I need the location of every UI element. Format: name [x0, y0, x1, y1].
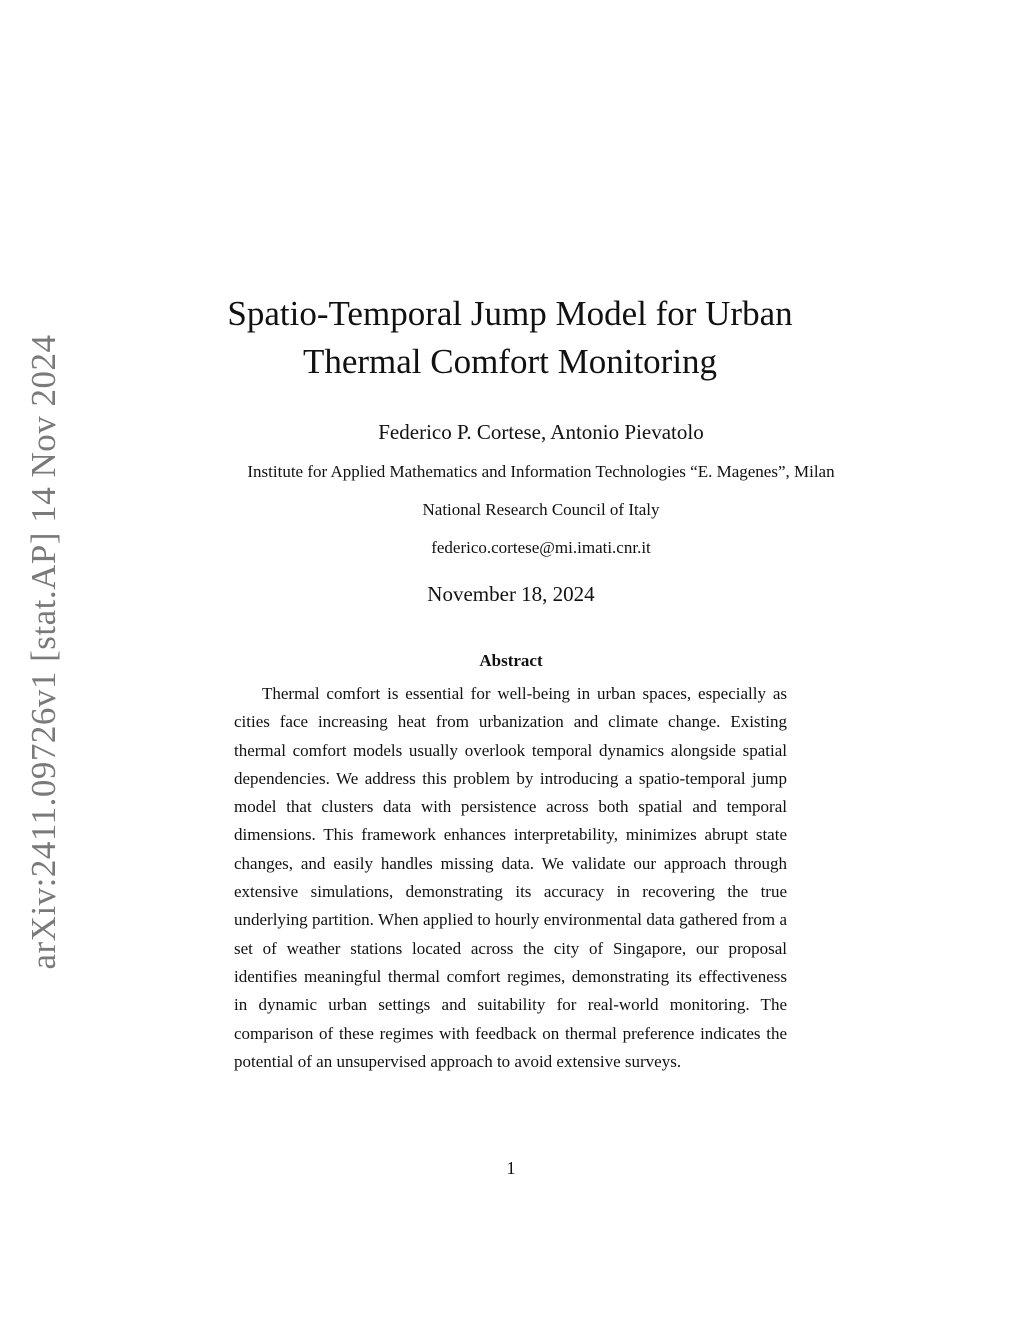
paper-title-line-1: Spatio-Temporal Jump Model for Urban: [227, 294, 793, 333]
page-number: 1: [506, 1158, 516, 1178]
institution-affiliation: Institute for Applied Mathematics and Information Technologies “E. Magenes”, Milan: [247, 462, 835, 481]
abstract-heading: Abstract: [479, 651, 543, 670]
publication-date: November 18, 2024: [427, 582, 595, 606]
author-email: federico.cortese@mi.imati.cnr.it: [431, 538, 651, 557]
paper-title: [180, 290, 840, 386]
author-list: Federico P. Cortese, Antonio Pievatolo: [378, 420, 704, 444]
paper-title-line-2: Thermal Comfort Monitoring: [302, 342, 718, 381]
arxiv-identifier-watermark: arXiv:2411.09726v1 [stat.AP] 14 Nov 2024: [24, 334, 63, 970]
abstract-body: Thermal comfort is essential for well-being in urban spaces, especially as cities face increasing heat from urbanization and climate change. Existing thermal comfort models usually overlook temporal dynamics alongside spatial dependencies. We address this problem by introducing a spatio-temporal jump model that clusters data with persistence across both spatial and temporal dimensions. This framework enhances interpretability, minimizes abrupt state changes, and easily handles missing data. We validate our approach through extensive simulations, demonstrating its accuracy in recovering the true underlying partition. When applied to hourly environmental data gathered from a set of weather stations located across the city of Singapore, our proposal identifies meaningful thermal comfort regimes, demonstrating its effectiveness in dynamic urban settings and suitability for real-world monitoring. The comparison of these regimes with feedback on thermal preference indicates the potential of an unsupervised approach to avoid extensive surveys.: [234, 684, 787, 1071]
council-affiliation: National Research Council of Italy: [422, 500, 660, 519]
